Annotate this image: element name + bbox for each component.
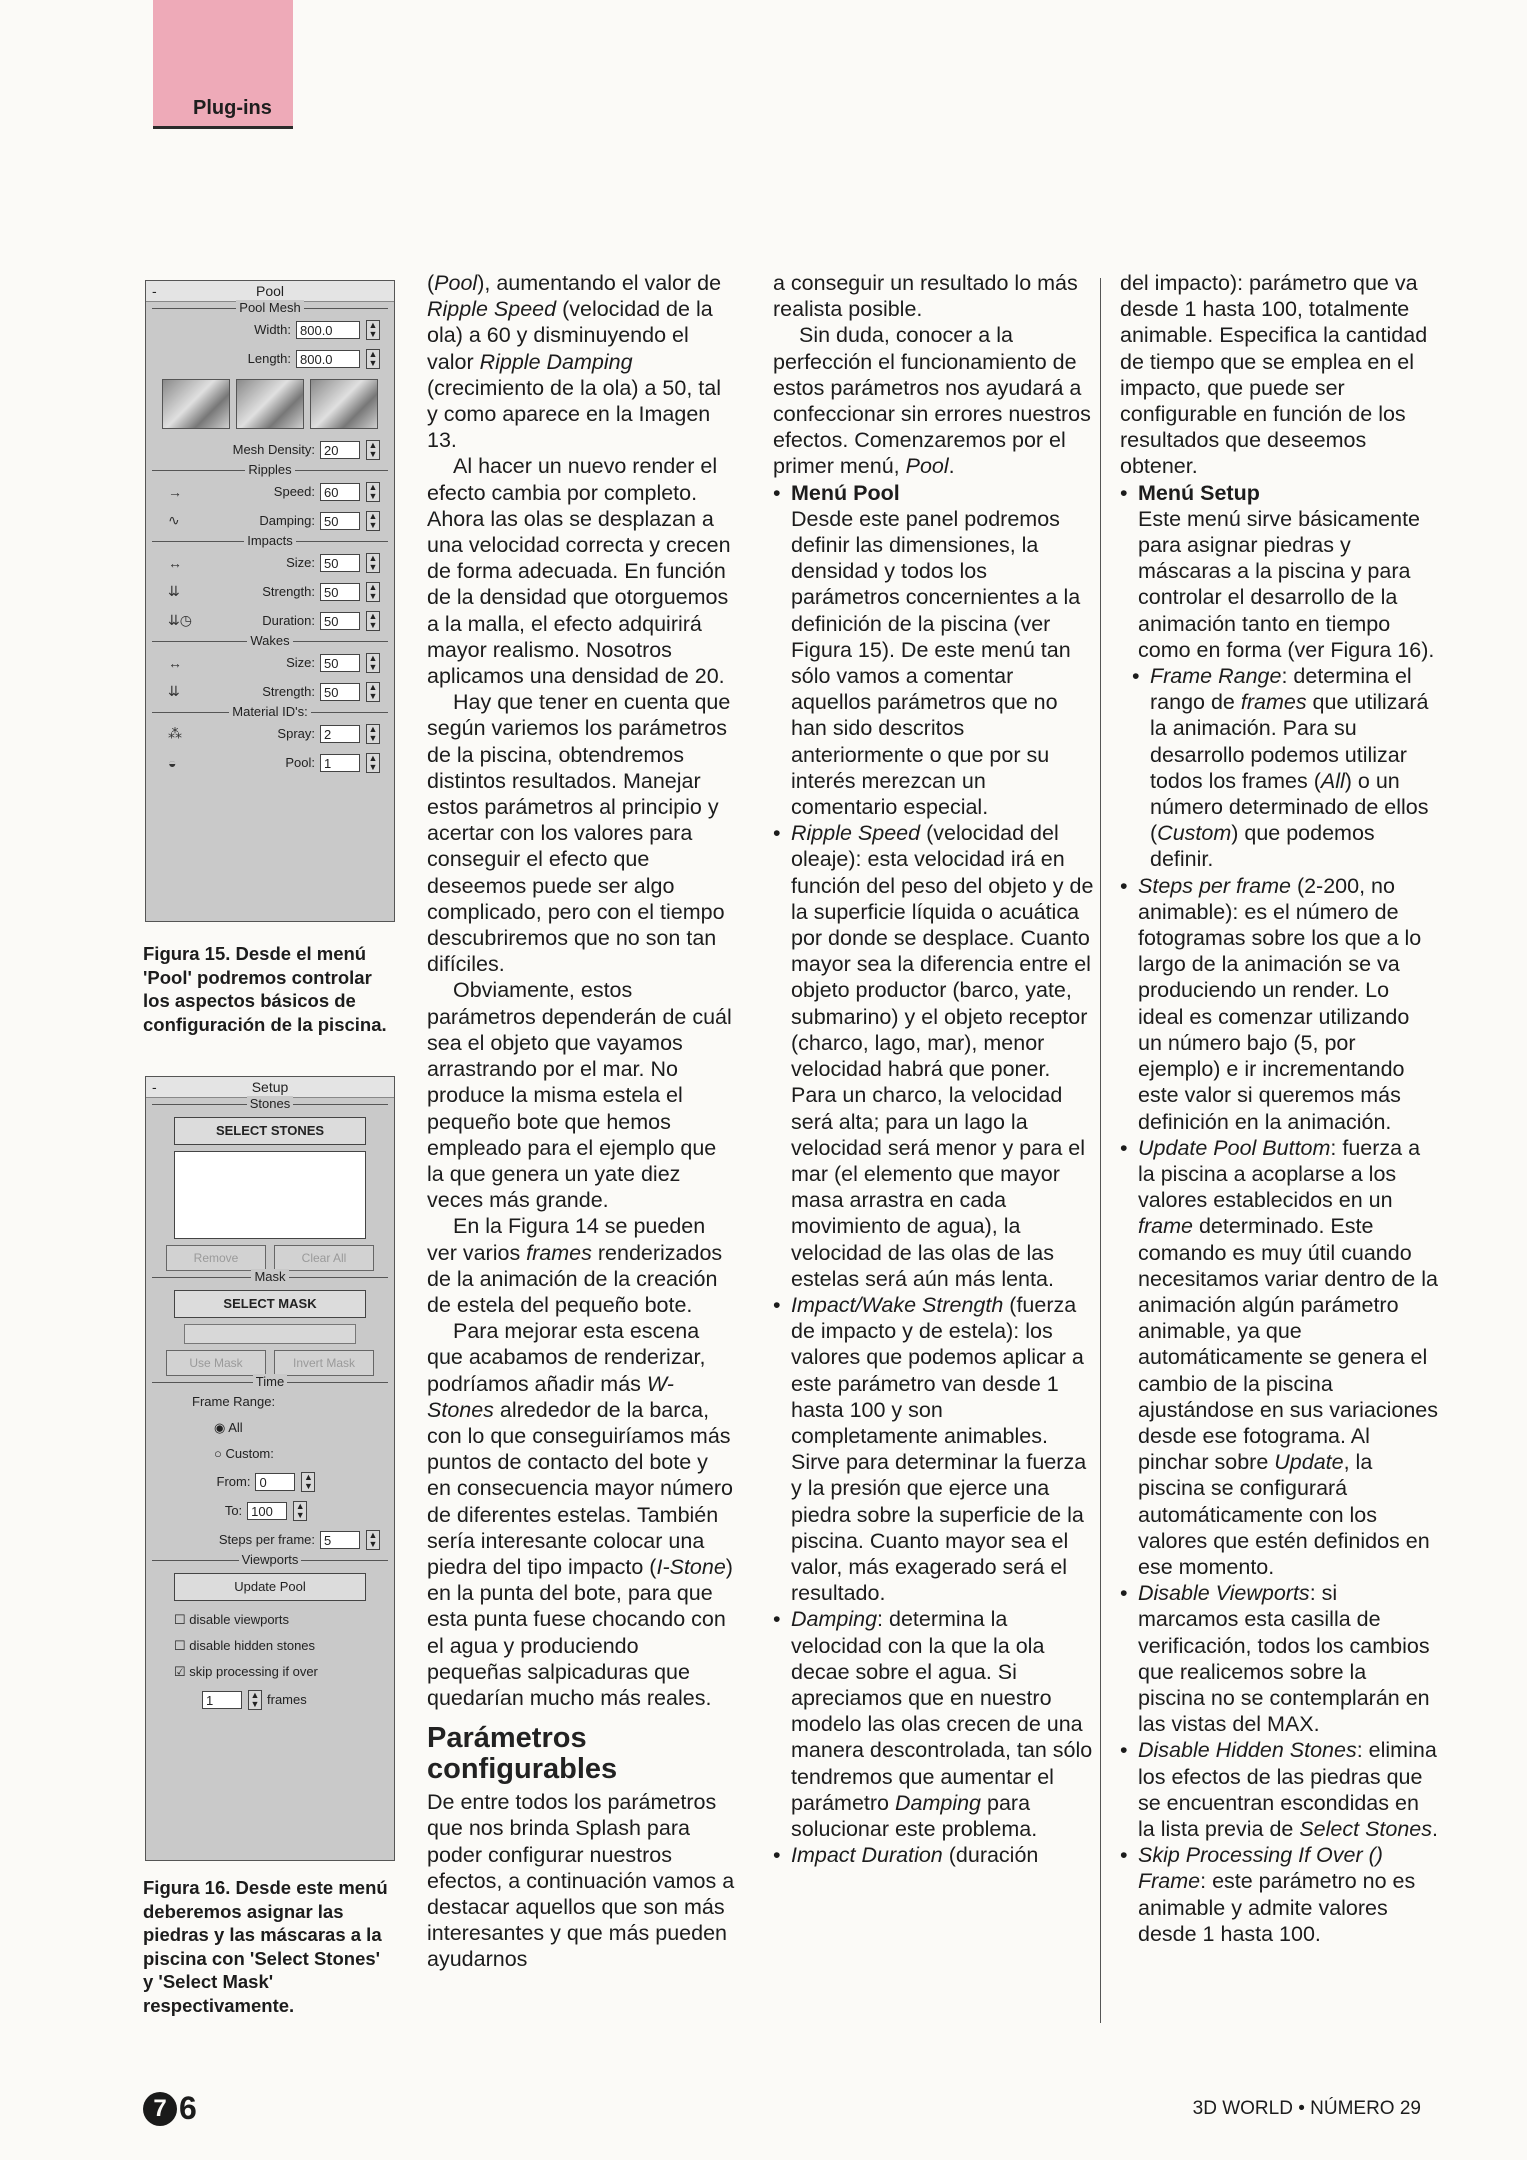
damping-item: • Damping: determina la velocidad con la que la ola decae sobre el agua. Si apreciamos que en nuestro modelo las olas crecen de una manera descontrolada, tan sólo tendremos que aumentar el parámetro Damping para solucionar este problema. xyxy=(773,1606,1095,1842)
stones-group xyxy=(152,1096,388,1271)
pool-mesh-group xyxy=(152,300,388,464)
disable-hidden-checkbox[interactable]: ☐ disable hidden stones xyxy=(174,1638,316,1653)
col3-p1: del impacto): parámetro que va desde 1 hasta 100, totalmente animable. Especifica la cantidad de tiempo que se emplea en el impacto, que puede ser configurable en función de los resultados que deseemos obtener. xyxy=(1120,271,1428,479)
collapse-icon: - xyxy=(152,1079,157,1095)
col2-p1: a conseguir un resultado lo más realista posible. xyxy=(773,271,1078,322)
mesh-density-row xyxy=(152,435,388,464)
material-group xyxy=(152,704,388,777)
material-label: Material ID's: xyxy=(229,704,310,719)
pool-panel-screenshot xyxy=(145,280,395,922)
width-input[interactable]: 800.0 xyxy=(296,321,360,339)
impact-strength-spinner-icon[interactable]: ▲ ▼ xyxy=(366,582,380,602)
use-mask-button[interactable]: Use Mask xyxy=(166,1350,266,1376)
wake-strength-row xyxy=(152,677,388,706)
column-2 xyxy=(773,270,1095,1868)
impact-duration-input[interactable]: 50 xyxy=(320,612,360,630)
to-input[interactable]: 100 xyxy=(247,1502,287,1520)
magazine-footer: 3D WORLD • NÚMERO 29 xyxy=(1192,2098,1421,2119)
impact-strength-label: Strength: xyxy=(262,584,315,599)
col1-p3: Hay que tener en cuenta que según variemos los parámetros de la piscina, obtendremos distintos resultados. Manejar estos parámetros al principio y acertar con los valores para conseguir el efecto que deseemos puede ser algo complicado, pero con el tiempo descubriremos que no son tan difíciles. xyxy=(427,690,731,977)
mesh-preview-mid xyxy=(236,379,304,429)
size-icon: ↔ xyxy=(168,554,182,571)
section-tag xyxy=(153,0,293,129)
disable-viewports-item: • Disable Viewports: si marcamos esta casilla de verificación, todos los cambios que realicemos sobre la piscina no se contemplarán en las vistas del MAX. xyxy=(1120,1580,1438,1737)
impact-size-row xyxy=(152,548,388,577)
steps-label: Steps per frame: xyxy=(218,1532,315,1547)
disable-hidden-label: disable hidden stones xyxy=(189,1638,316,1653)
to-row xyxy=(152,1496,388,1525)
wakes-group xyxy=(152,633,388,706)
spray-row xyxy=(152,719,388,748)
frame-range-item: • Frame Range: determina el rango de frames que utilizará la animación. Para su desarrollo podemos utilizar todos los frames (All) o un número determinado de ellos (Custom) que podemos definir. xyxy=(1120,663,1438,873)
mesh-density-spinner-icon[interactable]: ▲ ▼ xyxy=(366,440,380,460)
damping-row xyxy=(152,506,388,535)
pool-panel-titlebar xyxy=(146,281,394,302)
collapse-icon: - xyxy=(152,283,157,299)
time-group xyxy=(152,1374,388,1554)
damping-icon: ∿ xyxy=(168,512,180,528)
mesh-preview-left xyxy=(162,379,230,429)
page-number-value: 6 xyxy=(179,2090,197,2126)
mesh-preview xyxy=(162,379,378,429)
select-stones-button[interactable]: SELECT STONES xyxy=(174,1117,366,1145)
setup-panel-screenshot xyxy=(145,1076,395,1861)
speed-input[interactable]: 60 xyxy=(320,483,360,501)
all-radio-label: All xyxy=(228,1420,243,1435)
impact-size-label: Size: xyxy=(286,555,315,570)
impact-duration-row xyxy=(152,606,388,635)
wake-size-icon: ↔ xyxy=(168,654,182,671)
mask-field[interactable] xyxy=(184,1324,356,1344)
mask-group xyxy=(152,1269,388,1376)
pool-id-input[interactable]: 1 xyxy=(320,754,360,772)
col1-p5: En la Figura 14 se pueden ver varios frames renderizados de la animación de la creación de estela del pequeño bote. xyxy=(427,1214,723,1317)
skip-processing-item: • Skip Processing If Over () Frame: este parámetro no es animable y admite valores desde 1 hasta 100. xyxy=(1120,1842,1438,1947)
speed-row xyxy=(152,477,388,506)
pool-id-label: Pool: xyxy=(285,755,315,770)
skip-frames-row xyxy=(152,1685,388,1714)
setup-panel-titlebar xyxy=(146,1077,394,1098)
spray-input[interactable]: 2 xyxy=(320,725,360,743)
viewports-label: Viewports xyxy=(239,1552,302,1567)
wake-size-spinner-icon[interactable]: ▲ ▼ xyxy=(366,653,380,673)
section-tag-label: Plug-ins xyxy=(193,97,272,119)
menu-pool-item: • Menú Pool Desde este panel podremos definir las dimensiones, la densidad y todos los parámetros concernientes a la definición de la piscina (ver Figura 15). De este menú tan sólo vamos a comentar aquellos parámetros que no han sido descritos anteriormente o que por su interés merezcan un comentario especial. xyxy=(773,480,1095,821)
speed-label: Speed: xyxy=(273,484,315,499)
col2-p2: Sin duda, conocer a la perfección el funcionamiento de estos parámetros nos ayudará a confeccionar sin errores nuestros efectos. Comenzaremos por el primer menú, Pool. xyxy=(773,323,1091,479)
impact-size-input[interactable]: 50 xyxy=(320,554,360,572)
col1-p4: Obviamente, estos parámetros dependerán de cuál sea el objeto que vayamos arrastrando por el mar. No produce la misma estela el pequeño bote que hemos empleado para el ejemplo que la que genera un yate diez veces más grande. xyxy=(427,978,732,1213)
duration-icon: ⇊◷ xyxy=(168,612,192,628)
page-number xyxy=(143,2090,197,2127)
length-input[interactable]: 800.0 xyxy=(296,350,360,368)
impacts-group xyxy=(152,533,388,635)
spray-spinner-icon[interactable]: ▲ ▼ xyxy=(366,724,380,744)
length-label: Length: xyxy=(247,351,291,366)
damping-spinner-icon[interactable]: ▲ ▼ xyxy=(366,511,380,531)
all-radio[interactable]: ◉ All xyxy=(214,1420,243,1435)
custom-radio-label: Custom: xyxy=(225,1446,274,1461)
col1-p7: De entre todos los parámetros que nos brinda Splash para poder configurar nuestros efectos, a continuación vamos a destacar aquellos que son más interesantes y que más pueden ayudarnos xyxy=(427,1790,735,1972)
stones-label: Stones xyxy=(247,1096,293,1111)
remove-button[interactable]: Remove xyxy=(166,1245,266,1271)
width-row xyxy=(152,315,388,344)
ripples-group xyxy=(152,462,388,535)
column-1 xyxy=(427,270,737,1973)
wake-size-label: Size: xyxy=(286,655,315,670)
col1-p2: Al hacer un nuevo render el efecto cambia por completo. Ahora las olas se desplazan a una velocidad correcta y crecen de forma adecuada. En función de la densidad que otorguemos a la malla, el efecto adquirirá mayor realismo. Nosotros aplicamos una densidad de 20. xyxy=(427,454,731,689)
spray-label: Spray: xyxy=(277,726,315,741)
disable-hidden-stones-item: • Disable Hidden Stones: elimina los efectos de las piedras que se encuentran escondidas en la lista previa de Select Stones. xyxy=(1120,1737,1438,1842)
disable-viewports-label: disable viewports xyxy=(189,1612,289,1627)
update-pool-button[interactable]: Update Pool xyxy=(174,1573,366,1601)
impact-size-spinner-icon[interactable]: ▲ ▼ xyxy=(366,553,380,573)
setup-panel-title: Setup xyxy=(251,1079,289,1095)
section-heading: Parámetros configurables xyxy=(427,1722,618,1786)
pool-panel-title: Pool xyxy=(255,283,285,299)
update-pool-item: • Update Pool Buttom: fuerza a la piscina a acoplarse a los valores establecidos en un frame determinado. Este comando es muy útil cuando necesitamos variar dentro de la animación algún parámetro animable, ya que automáticamente se genera el cambio de la piscina ajustándose en sus variaciones desde ese fotograma. Al pinchar sobre Update, la piscina se configurará automáticamente con los valores que estén definidos en ese momento. xyxy=(1120,1135,1438,1580)
to-label: To: xyxy=(224,1503,243,1518)
from-row xyxy=(152,1467,388,1496)
wake-size-row xyxy=(152,648,388,677)
mask-buttons xyxy=(166,1350,374,1376)
steps-per-frame-item: • Steps per frame (2-200, no animable): es el número de fotogramas sobre los que a lo largo de la animación se va produciendo un render. Lo ideal es comenzar utilizando un número bajo (5, por ejemplo) e ir incrementando este valor si queremos más definición en la animación. xyxy=(1120,873,1438,1135)
ripple-speed-item: • Ripple Speed (velocidad del oleaje): esta velocidad irá en función del peso del objeto y de la superficie líquida o acuática por donde se desplace. Cuanto mayor sea la diferencia entre el objeto productor (barco, yate, submarino) y el objeto receptor (charco, lago, mar), menor velocidad habrá que poner. Para un charco, la velocidad será alta; para un lago la velocidad será menor y para el mar (el elemento que mayor masa arrastra en cada movimiento de agua), la velocidad de las olas de las estelas será aún más lenta. xyxy=(773,820,1095,1292)
pool-id-icon: ◒ xyxy=(168,754,177,771)
pool-id-row xyxy=(152,748,388,777)
pool-mesh-label: Pool Mesh xyxy=(236,300,303,315)
impacts-label: Impacts xyxy=(244,533,296,548)
stones-list[interactable] xyxy=(174,1151,366,1239)
wake-strength-input[interactable]: 50 xyxy=(320,683,360,701)
wake-size-input[interactable]: 50 xyxy=(320,654,360,672)
pool-id-spinner-icon[interactable]: ▲ ▼ xyxy=(366,753,380,773)
col1-p6: Para mejorar esta escena que acabamos de renderizar, podríamos añadir más W-Stones alrededor de la barca, con lo que conseguiríamos más puntos de contacto del bote y en consecuencia mayor número de diferentes estelas. También sería interesante colocar una piedra del tipo impacto (I-Stone) en la punta del bote, para que esta punta fuese chocando con el agua y produciendo pequeñas salpicaduras que quedarían mucho más reales. xyxy=(427,1319,733,1710)
page-number-prefix: 7 xyxy=(143,2092,177,2126)
custom-radio[interactable]: ○ Custom: xyxy=(214,1446,274,1461)
width-spinner-icon[interactable]: ▲ ▼ xyxy=(366,320,380,340)
mask-label: Mask xyxy=(251,1269,288,1284)
wakes-label: Wakes xyxy=(247,633,292,648)
wake-strength-icon: ⇊ xyxy=(168,683,180,699)
column-3 xyxy=(1120,270,1438,1947)
select-mask-button[interactable]: SELECT MASK xyxy=(174,1290,366,1318)
impact-duration-item: • Impact Duration (duración xyxy=(773,1842,1095,1868)
impact-duration-label: Duration: xyxy=(262,613,315,628)
invert-mask-button[interactable]: Invert Mask xyxy=(274,1350,374,1376)
damping-input[interactable]: 50 xyxy=(320,512,360,530)
frames-label: frames xyxy=(267,1692,307,1707)
impact-duration-spinner-icon[interactable]: ▲ ▼ xyxy=(366,611,380,631)
steps-spinner-icon[interactable]: ▲ ▼ xyxy=(366,1530,380,1550)
wake-strength-label: Strength: xyxy=(262,684,315,699)
skip-processing-label: skip processing if over xyxy=(189,1664,318,1679)
impact-wake-strength-item: • Impact/Wake Strength (fuerza de impacto y de estela): los valores que podemos aplicar a este parámetro van desde 1 hasta 100 y son completamente animables. Sirve para determinar la fuerza y la presión que ejerce una piedra sobre la superficie de la piscina. Cuanto mayor sea el valor, más exagerado será el resultado. xyxy=(773,1292,1095,1606)
col2-list xyxy=(773,480,1095,1869)
wake-strength-spinner-icon[interactable]: ▲ ▼ xyxy=(366,682,380,702)
speed-spinner-icon[interactable]: ▲ ▼ xyxy=(366,482,380,502)
speed-icon: → xyxy=(168,483,182,500)
width-label: Width: xyxy=(254,322,291,337)
viewports-group xyxy=(152,1552,388,1714)
skip-frames-input[interactable]: 1 xyxy=(202,1691,242,1709)
from-spinner-icon[interactable]: ▲ ▼ xyxy=(301,1472,315,1492)
skip-processing-checkbox[interactable]: ☑ skip processing if over xyxy=(174,1664,318,1679)
steps-input[interactable]: 5 xyxy=(320,1531,360,1549)
from-label: From: xyxy=(216,1474,251,1489)
skip-spinner-icon[interactable]: ▲ ▼ xyxy=(248,1690,262,1710)
to-spinner-icon[interactable]: ▲ ▼ xyxy=(293,1501,307,1521)
figure-16-caption: Figura 16. Desde este menú deberemos asignar las piedras y las máscaras a la piscina con 'Select Stones' y 'Select Mask' respectivamente. xyxy=(143,1877,388,2016)
disable-viewports-checkbox[interactable]: ☐ disable viewports xyxy=(174,1612,289,1627)
clear-all-button[interactable]: Clear All xyxy=(274,1245,374,1271)
time-label: Time xyxy=(253,1374,287,1389)
length-spinner-icon[interactable]: ▲ ▼ xyxy=(366,349,380,369)
col3-list xyxy=(1120,480,1438,1947)
figure-15-caption: Figura 15. Desde el menú 'Pool' podremos controlar los aspectos básicos de configuración de la piscina. xyxy=(143,943,387,1035)
strength-icon: ⇊ xyxy=(168,583,180,599)
impact-strength-input[interactable]: 50 xyxy=(320,583,360,601)
mesh-density-input[interactable]: 20 xyxy=(320,441,360,459)
mesh-density-label: Mesh Density: xyxy=(232,442,315,457)
length-row xyxy=(152,344,388,373)
col1-p1: (Pool), aumentando el valor de Ripple Speed (velocidad de la ola) a 60 y disminuyendo el valor Ripple Damping (crecimiento de la ola) a 50, tal y como aparece en la Imagen 13. xyxy=(427,271,722,453)
menu-setup-item: • Menú Setup Este menú sirve básicamente para asignar piedras y máscaras a la piscina y para controlar el desarrollo de la animación tanto en tiempo como en forma (ver Figura 16). xyxy=(1120,480,1438,663)
damping-label: Damping: xyxy=(259,513,315,528)
stones-buttons xyxy=(166,1245,374,1271)
spray-icon: ⁂ xyxy=(168,725,182,741)
mesh-preview-right xyxy=(310,379,378,429)
column-divider xyxy=(1100,278,1101,2023)
impact-strength-row xyxy=(152,577,388,606)
frame-range-label: Frame Range: xyxy=(192,1394,276,1409)
steps-row xyxy=(152,1525,388,1554)
from-input[interactable]: 0 xyxy=(255,1473,295,1491)
ripples-label: Ripples xyxy=(245,462,294,477)
